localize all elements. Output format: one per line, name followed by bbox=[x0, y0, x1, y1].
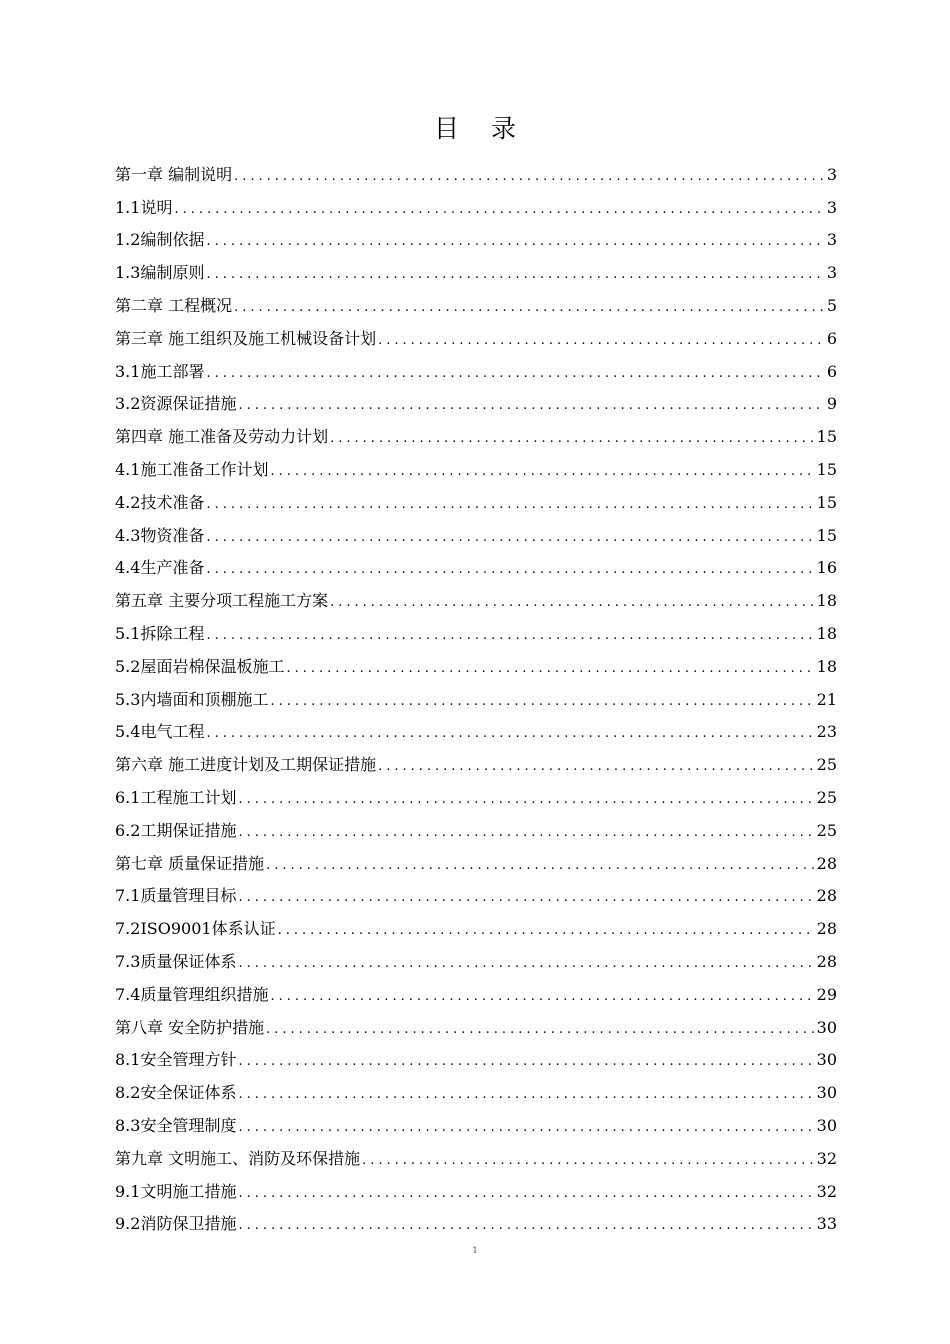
toc-entry[interactable] bbox=[115, 318, 837, 351]
toc-entry-page-number: 28 bbox=[816, 853, 837, 873]
dot-leader bbox=[206, 724, 814, 744]
dot-leader bbox=[286, 659, 814, 679]
toc-entry[interactable] bbox=[115, 482, 837, 515]
toc-entry[interactable] bbox=[115, 154, 837, 187]
dot-leader bbox=[278, 921, 815, 941]
toc-entry-page-number: 30 bbox=[816, 1083, 837, 1103]
dot-leader bbox=[238, 823, 814, 843]
toc-entry[interactable] bbox=[115, 613, 837, 646]
dot-leader bbox=[238, 396, 824, 416]
toc-entry-label: 第四章 施工准备及劳动力计划 bbox=[115, 427, 329, 447]
toc-entry-label: 3.2资源保证措施 bbox=[115, 394, 237, 414]
toc-entry-label: 1.3编制原则 bbox=[115, 263, 205, 283]
toc-entry[interactable] bbox=[115, 777, 837, 810]
toc-entry[interactable] bbox=[115, 712, 837, 745]
toc-entry-label: 6.1工程施工计划 bbox=[115, 787, 237, 807]
dot-leader bbox=[234, 298, 825, 318]
toc-entry[interactable] bbox=[115, 252, 837, 285]
toc-entry-page-number: 6 bbox=[826, 328, 837, 348]
toc-entry[interactable] bbox=[115, 187, 837, 220]
page-number: 1 bbox=[472, 1246, 478, 1255]
toc-entry[interactable] bbox=[115, 1072, 837, 1105]
toc-entry-page-number: 25 bbox=[816, 755, 837, 775]
dot-leader bbox=[238, 1216, 814, 1236]
dot-leader bbox=[238, 954, 814, 974]
toc-entry-page-number: 32 bbox=[816, 1181, 837, 1201]
toc-entry-page-number: 21 bbox=[816, 689, 837, 709]
dot-leader bbox=[238, 1085, 814, 1105]
toc-entry-label: 5.2屋面岩棉保温板施工 bbox=[115, 656, 285, 676]
toc-entry[interactable] bbox=[115, 810, 837, 843]
toc-entry[interactable] bbox=[115, 580, 837, 613]
toc-entry[interactable] bbox=[115, 1204, 837, 1237]
toc-entry-label: 第七章 质量保证措施 bbox=[115, 853, 265, 873]
dot-leader bbox=[238, 1118, 814, 1138]
dot-leader bbox=[270, 692, 814, 712]
toc-entry[interactable] bbox=[115, 1138, 837, 1171]
dot-leader bbox=[378, 331, 825, 351]
toc-entry-page-number: 6 bbox=[826, 361, 837, 381]
toc-entry-page-number: 33 bbox=[816, 1214, 837, 1234]
toc-entry[interactable] bbox=[115, 384, 837, 417]
toc-entry-page-number: 28 bbox=[816, 886, 837, 906]
toc-entry[interactable] bbox=[115, 1171, 837, 1204]
dot-leader bbox=[238, 888, 814, 908]
toc-entry-label: 7.1质量管理目标 bbox=[115, 886, 237, 906]
toc-entry-label: 8.1安全管理方针 bbox=[115, 1050, 237, 1070]
toc-entry-page-number: 32 bbox=[816, 1148, 837, 1168]
toc-entry-page-number: 3 bbox=[826, 197, 837, 217]
dot-leader bbox=[174, 200, 824, 220]
toc-entry-page-number: 15 bbox=[816, 525, 837, 545]
toc-entry-label: 4.3物资准备 bbox=[115, 525, 205, 545]
toc-entry-label: 7.3质量保证体系 bbox=[115, 951, 237, 971]
toc-entry[interactable] bbox=[115, 285, 837, 318]
toc-entry-page-number: 28 bbox=[816, 951, 837, 971]
toc-entry-page-number: 18 bbox=[816, 623, 837, 643]
toc-entry-label: 7.2ISO9001体系认证 bbox=[115, 919, 276, 939]
toc-entry-page-number: 5 bbox=[826, 295, 837, 315]
toc-entry-page-number: 3 bbox=[826, 230, 837, 250]
dot-leader bbox=[270, 462, 814, 482]
dot-leader bbox=[330, 593, 815, 613]
dot-leader bbox=[206, 528, 814, 548]
dot-leader bbox=[206, 265, 824, 285]
toc-entry[interactable] bbox=[115, 515, 837, 548]
toc-entry-label: 9.1文明施工措施 bbox=[115, 1181, 237, 1201]
dot-leader bbox=[238, 1184, 814, 1204]
dot-leader bbox=[362, 1151, 815, 1171]
page-title: 目 录 bbox=[434, 114, 528, 143]
toc-entry-page-number: 15 bbox=[816, 427, 837, 447]
toc-entry-label: 8.2安全保证体系 bbox=[115, 1083, 237, 1103]
dot-leader bbox=[238, 1052, 814, 1072]
dot-leader bbox=[206, 364, 824, 384]
toc-entry[interactable] bbox=[115, 876, 837, 909]
toc-entry-label: 第三章 施工组织及施工机械设备计划 bbox=[115, 328, 377, 348]
toc-entry-page-number: 3 bbox=[826, 164, 837, 184]
toc-entry-page-number: 29 bbox=[816, 984, 837, 1004]
toc-entry-label: 4.4生产准备 bbox=[115, 558, 205, 578]
toc-entry-label: 第五章 主要分项工程施工方案 bbox=[115, 591, 329, 611]
toc-entry-page-number: 30 bbox=[816, 1115, 837, 1135]
toc-entry-label: 第一章 编制说明 bbox=[115, 164, 233, 184]
toc-entry-page-number: 25 bbox=[816, 820, 837, 840]
toc-entry-label: 1.1说明 bbox=[115, 197, 173, 217]
toc-entry-label: 第九章 文明施工、消防及环保措施 bbox=[115, 1148, 361, 1168]
toc-entry-label: 4.2技术准备 bbox=[115, 492, 205, 512]
dot-leader bbox=[206, 626, 814, 646]
toc-entry-page-number: 28 bbox=[816, 919, 837, 939]
toc-entry[interactable] bbox=[115, 220, 837, 253]
dot-leader bbox=[234, 167, 825, 187]
toc-entry-page-number: 3 bbox=[826, 263, 837, 283]
toc-entry-label: 第二章 工程概况 bbox=[115, 295, 233, 315]
toc-entry[interactable] bbox=[115, 1040, 837, 1073]
toc-entry-label: 5.3内墙面和顶棚施工 bbox=[115, 689, 269, 709]
table-of-contents bbox=[115, 154, 837, 1236]
toc-entry-label: 第六章 施工进度计划及工期保证措施 bbox=[115, 755, 377, 775]
dot-leader bbox=[378, 757, 815, 777]
toc-entry-page-number: 15 bbox=[816, 459, 837, 479]
toc-entry-page-number: 18 bbox=[816, 591, 837, 611]
toc-entry-label: 4.1施工准备工作计划 bbox=[115, 459, 269, 479]
toc-entry[interactable] bbox=[115, 351, 837, 384]
toc-entry-page-number: 16 bbox=[816, 558, 837, 578]
dot-leader bbox=[238, 790, 814, 810]
toc-entry[interactable] bbox=[115, 908, 837, 941]
toc-entry-label: 5.1拆除工程 bbox=[115, 623, 205, 643]
toc-entry[interactable] bbox=[115, 843, 837, 876]
dot-leader bbox=[206, 232, 824, 252]
toc-entry-label: 3.1施工部署 bbox=[115, 361, 205, 381]
toc-entry[interactable] bbox=[115, 449, 837, 482]
toc-entry[interactable] bbox=[115, 941, 837, 974]
toc-entry-page-number: 18 bbox=[816, 656, 837, 676]
toc-entry-label: 8.3安全管理制度 bbox=[115, 1115, 237, 1135]
toc-entry-label: 9.2消防保卫措施 bbox=[115, 1214, 237, 1234]
dot-leader bbox=[266, 1020, 815, 1040]
toc-entry[interactable] bbox=[115, 416, 837, 449]
dot-leader bbox=[330, 429, 815, 449]
toc-entry-page-number: 23 bbox=[816, 722, 837, 742]
toc-entry-page-number: 30 bbox=[816, 1017, 837, 1037]
toc-entry[interactable] bbox=[115, 744, 837, 777]
toc-entry[interactable] bbox=[115, 548, 837, 581]
toc-entry-label: 6.2工期保证措施 bbox=[115, 820, 237, 840]
toc-entry-label: 5.4电气工程 bbox=[115, 722, 205, 742]
toc-entry[interactable] bbox=[115, 974, 837, 1007]
dot-leader bbox=[206, 560, 814, 580]
dot-leader bbox=[206, 495, 814, 515]
toc-entry[interactable] bbox=[115, 679, 837, 712]
toc-entry-label: 7.4质量管理组织措施 bbox=[115, 984, 269, 1004]
dot-leader bbox=[270, 987, 814, 1007]
toc-entry-page-number: 15 bbox=[816, 492, 837, 512]
toc-entry-page-number: 9 bbox=[826, 394, 837, 414]
toc-entry-label: 第八章 安全防护措施 bbox=[115, 1017, 265, 1037]
dot-leader bbox=[266, 856, 815, 876]
toc-entry-page-number: 25 bbox=[816, 787, 837, 807]
toc-entry[interactable] bbox=[115, 1105, 837, 1138]
toc-entry[interactable] bbox=[115, 646, 837, 679]
toc-entry-label: 1.2编制依据 bbox=[115, 230, 205, 250]
toc-entry[interactable] bbox=[115, 1007, 837, 1040]
toc-entry-page-number: 30 bbox=[816, 1050, 837, 1070]
